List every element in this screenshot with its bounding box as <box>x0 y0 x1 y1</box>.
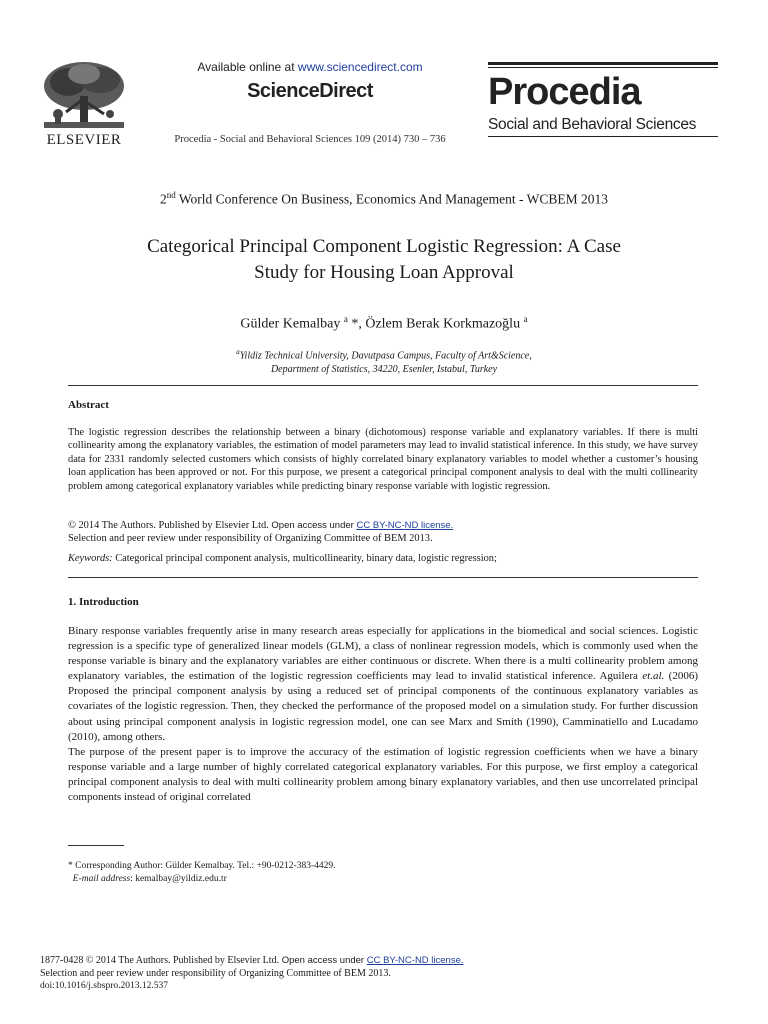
intro-paragraph: The purpose of the present paper is to improve the accuracy of the estimation of logistic regression coefficients when we have a binary response variable and a large number of highly correlated categorical explanatory variables. For this purpose, we first employ a categorical principal component analysis to deal with multi collinearity problem among binary explanatory variables, and then use uncorrelated principal components instead of original correlated <box>68 745 698 804</box>
procedia-logo <box>488 62 718 137</box>
affiliation-line: Yildiz Technical University, Davutpasa Campus, Faculty of Art&Science, <box>239 350 532 362</box>
procedia-rule <box>488 136 718 137</box>
sciencedirect-link[interactable]: www.sciencedirect.com <box>297 60 423 74</box>
open-access-text: Open access under <box>268 520 357 531</box>
conference-line <box>60 190 708 208</box>
intro-body <box>68 624 698 805</box>
procedia-title: Procedia <box>488 71 641 113</box>
footer-copyright: 1877-0428 © 2014 The Authors. Published by Elsevier Ltd. <box>40 955 280 966</box>
paper-title-line: Categorical Principal Component Logistic Regression: A Case <box>147 236 621 257</box>
affiliation <box>80 345 688 377</box>
journal-citation: Procedia - Social and Behavioral Sciences 109 (2014) 730 – 736 <box>174 134 446 145</box>
paper-title-line: Study for Housing Loan Approval <box>254 262 514 283</box>
intro-paragraph <box>68 624 698 745</box>
conference-ordinal-sup: nd <box>166 190 176 200</box>
paragraph-text: (2006) Proposed the principal component analysis by using a reduced set of principal components of the continuous explanatory variables as covariates of the logistic regression. Then, they checked the performance of the proposed model on a simulation study. For further discussion about using principal component analysis in logistic regression model, one can see Marx and Smith (1990), Camminatiello and Lucadamo (2010), among others. <box>68 670 698 743</box>
footer-peer-review: Selection and peer review under responsibility of Organizing Committee of BEM 2013. <box>40 968 391 980</box>
keywords-label: Keywords: <box>68 553 113 564</box>
email-label: E-mail address <box>72 873 131 884</box>
keywords-list: Categorical principal component analysis, multicollinearity, binary data, logistic regression; <box>112 553 497 564</box>
elsevier-tree-icon <box>38 60 130 132</box>
authors <box>80 314 688 333</box>
email-address: : kemalbay@yildiz.edu.tr <box>130 873 227 884</box>
copyright-text: © 2014 The Authors. Published by Elsevier Ltd. <box>68 520 269 531</box>
affiliation-line: Department of Statistics, 34220, Esenler, Istabul, Turkey <box>270 364 498 376</box>
corresponding-mark: *, <box>347 316 366 332</box>
available-prefix: Available online at <box>197 60 298 74</box>
publisher-name: ELSEVIER <box>46 132 122 148</box>
section-heading: 1. Introduction <box>68 596 139 608</box>
paragraph-text: Binary response variables frequently arise in many research areas especially for applications in the biomedical and social sciences. Logistic regression is a specific type of generalized linear models (GLM), a class of nonlinear regression models, which is commonly used when the response variable is binary and the explanatory variables are either continuous or discrete. When there is a multi collinearity problem among explanatory variables, the estimation of the logistic regression coefficients may lead to invalid statistical inference. Aguilera <box>68 625 698 683</box>
doi: doi:10.1016/j.sbspro.2013.12.537 <box>40 981 168 992</box>
divider <box>68 577 698 578</box>
elsevier-logo <box>38 60 130 155</box>
license-link[interactable]: CC BY-NC-ND license. <box>356 520 454 531</box>
paragraph-text: et.al. <box>642 670 665 683</box>
author-affiliation-mark: a <box>343 314 348 324</box>
license-link[interactable]: CC BY-NC-ND license. <box>366 955 464 966</box>
paper-title <box>80 234 688 286</box>
procedia-rule <box>488 67 718 68</box>
sciencedirect-logo: ScienceDirect <box>247 80 373 102</box>
author-affiliation-mark: a <box>523 314 528 324</box>
divider <box>68 385 698 386</box>
author-name: Gülder Kemalbay <box>240 316 341 332</box>
affiliation-mark: a <box>236 348 240 356</box>
open-access-text: Open access under <box>279 955 367 966</box>
footnote <box>68 860 698 885</box>
conference-name: World Conference On Business, Economics And Management - WCBEM 2013 <box>175 191 608 207</box>
page-footer <box>40 954 730 994</box>
available-online <box>140 60 480 74</box>
author-name: Özlem Berak Korkmazoğlu <box>365 316 521 332</box>
abstract-heading: Abstract <box>68 399 109 411</box>
conference-ordinal: 2 <box>160 191 167 207</box>
procedia-subtitle: Social and Behavioral Sciences <box>488 116 697 133</box>
peer-review-text: Selection and peer review under responsibility of Organizing Committee of BEM 2013. <box>68 533 433 544</box>
abstract-copyright <box>68 519 698 545</box>
procedia-rule <box>488 62 718 65</box>
footnote-divider <box>68 845 124 846</box>
corresponding-author: * Corresponding Author: Gülder Kemalbay. Tel.: +90-0212-383-4429. <box>68 861 336 871</box>
keywords <box>68 553 698 564</box>
abstract-text: The logistic regression describes the relationship between a binary (dichotomous) response variable and explanatory variables. If there is multi collinearity among the explanatory variables, the estimation of model parameters may lead to invalid statistical inference. In this study, we have survey data for 2331 randomly selected customers which consists of highly correlated binary explanatory variables to model whether a customer’s housing loan application has been approved or not. For this purpose, we present a categorical principal component analysis to deal with the multi collinearity problem among categorical explanatory variables while predicting binary response variable with logistic regression. <box>68 427 698 492</box>
